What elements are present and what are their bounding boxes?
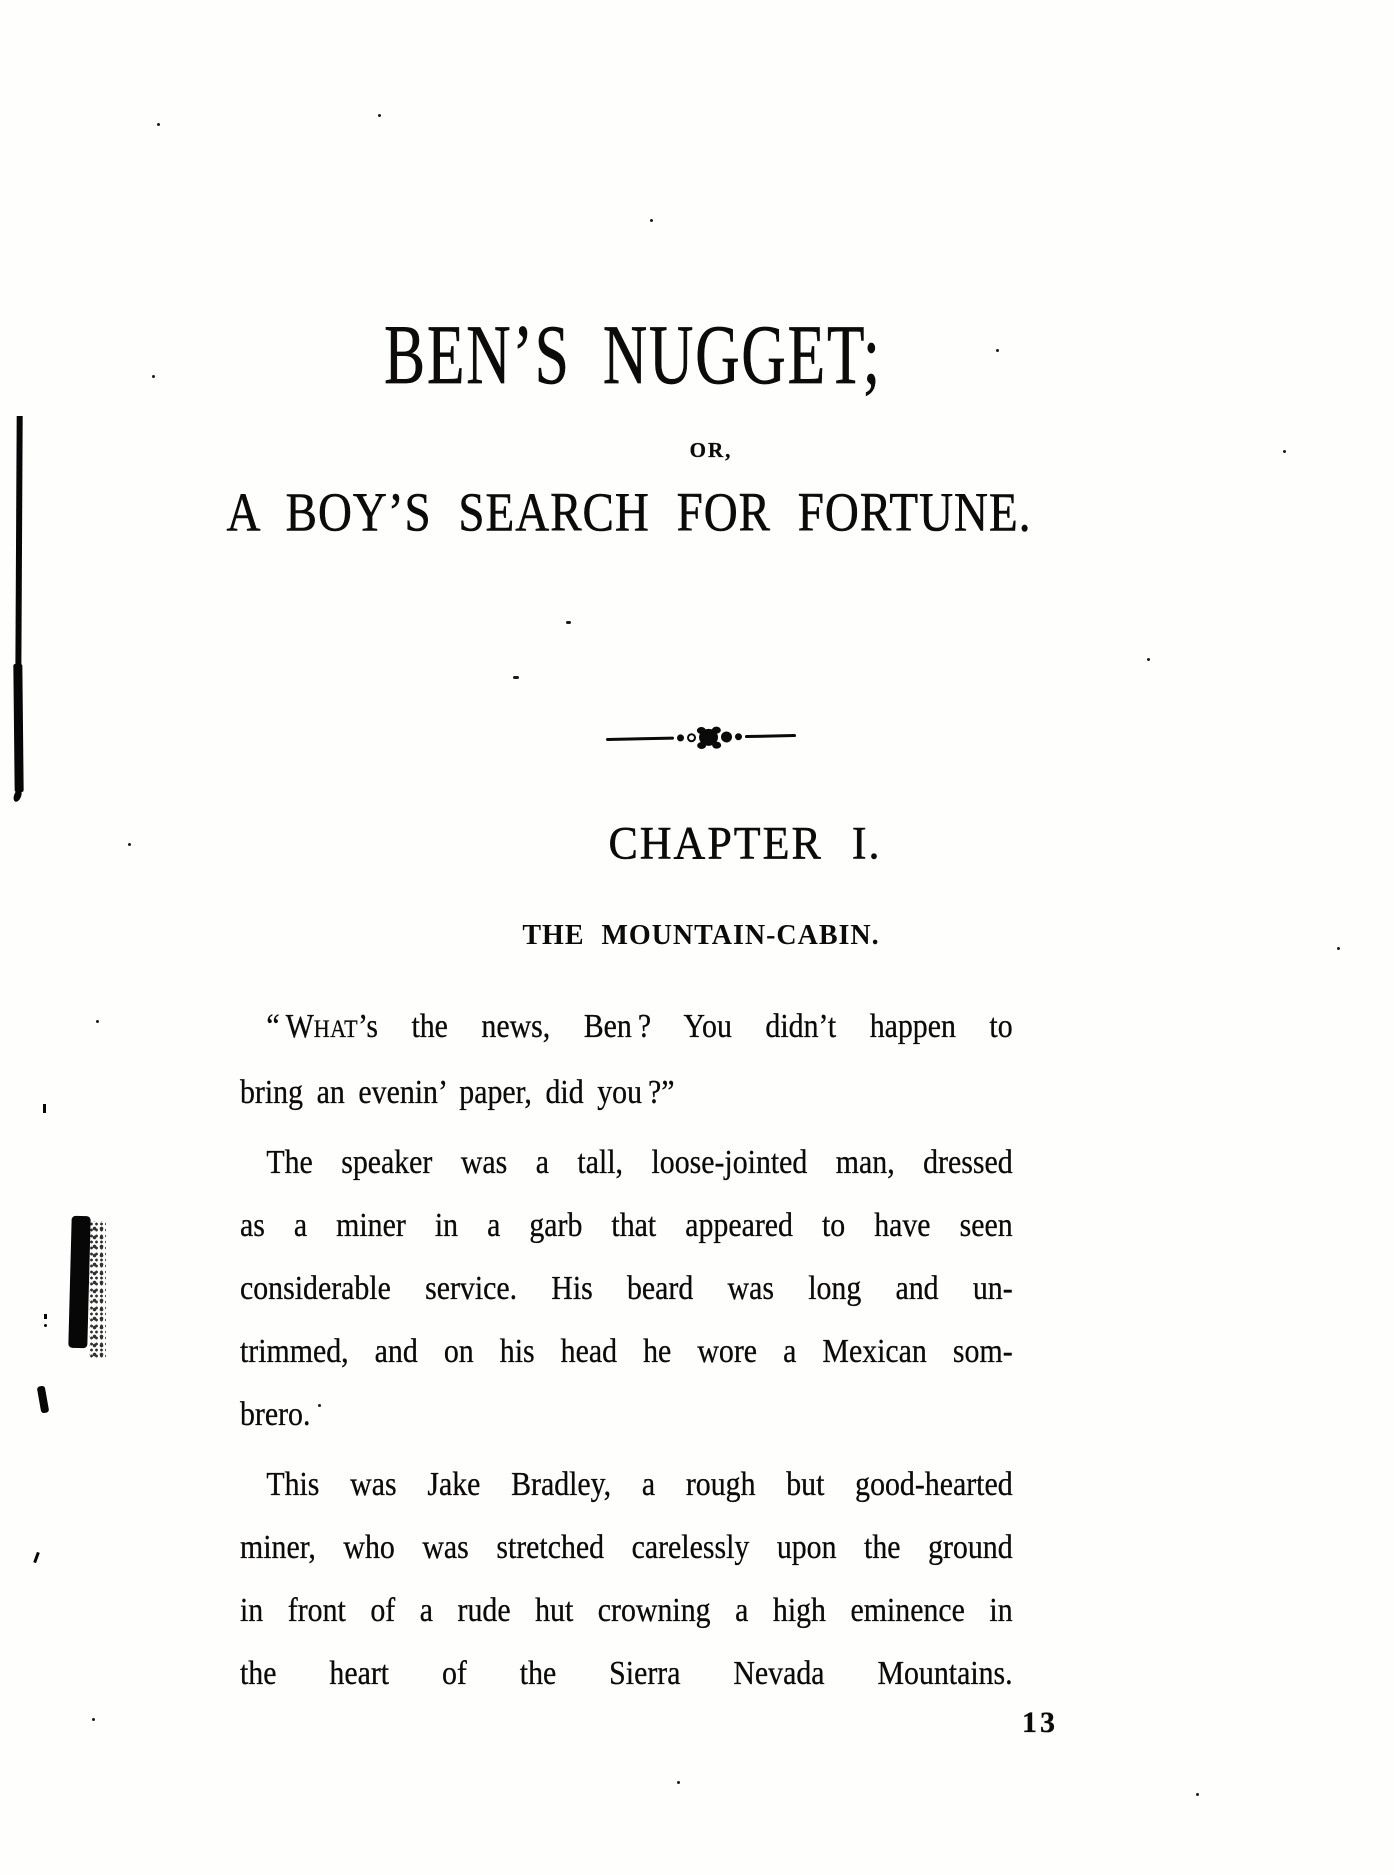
ink-speck	[513, 676, 519, 679]
paragraph	[240, 1453, 1013, 1705]
text-line	[240, 1320, 1013, 1383]
ink-speck	[318, 1404, 321, 1407]
text-line	[240, 1516, 1013, 1579]
text-line	[240, 1579, 1013, 1642]
ink-speck	[128, 843, 131, 846]
divider-dot-icon	[735, 733, 742, 740]
scan-mark-artifact	[33, 1552, 40, 1563]
ink-speck	[566, 621, 571, 624]
scan-line-artifact	[15, 416, 22, 678]
text-segment: bring an evenin’ paper, did you ?”	[240, 1074, 675, 1111]
book-subtitle: A BOY’S SEARCH FOR FORTUNE.	[226, 482, 1032, 544]
text-segment: trimmed, and on his head he wore a Mexican som-	[240, 1333, 1013, 1370]
divider-floret-icon	[699, 728, 718, 745]
text-line	[240, 1131, 1013, 1194]
text-segment: HAT	[313, 1016, 359, 1043]
text-line	[240, 1383, 1013, 1446]
ink-speck	[677, 1781, 680, 1784]
page-number: 13	[1022, 1706, 1058, 1739]
ink-speck	[378, 114, 381, 117]
divider-ring-icon	[687, 733, 696, 742]
chapter-heading: CHAPTER I.	[608, 817, 882, 870]
divider-dot-icon	[721, 731, 732, 742]
scan-mark-artifact	[37, 1386, 50, 1414]
body-text	[240, 995, 1013, 1705]
scan-mark-artifact	[44, 1324, 47, 1327]
ink-speck	[96, 1020, 99, 1023]
divider-rule-right	[745, 734, 796, 738]
text-line	[240, 995, 1013, 1061]
ink-speck	[92, 1718, 95, 1721]
divider-dot-icon	[677, 734, 684, 741]
ink-speck	[152, 375, 155, 378]
divider-rule-left	[606, 736, 674, 740]
scan-mark-artifact	[43, 1104, 46, 1113]
text-line	[240, 1194, 1013, 1257]
text-segment: as a miner in a garb that appeared to have seen	[240, 1207, 1013, 1244]
scan-line-artifact	[13, 664, 23, 792]
scan-blob-artifact	[89, 1221, 106, 1358]
text-line	[240, 1453, 1013, 1516]
book-title: BEN’S NUGGET;	[384, 308, 882, 403]
scan-line-artifact	[12, 789, 22, 803]
text-line	[240, 1061, 1013, 1124]
ink-speck	[650, 219, 653, 222]
text-segment: “ W	[266, 1008, 314, 1045]
text-line	[240, 1642, 1013, 1705]
section-heading: THE MOUNTAIN-CABIN.	[522, 920, 880, 951]
ink-speck	[1147, 658, 1150, 661]
ink-speck	[1337, 947, 1340, 950]
text-segment: brero.	[240, 1396, 311, 1433]
text-segment: considerable service. His beard was long and un-	[240, 1270, 1013, 1307]
text-segment: in front of a rude hut crowning a high eminence in	[240, 1592, 1013, 1629]
ink-speck	[157, 123, 160, 126]
scan-blob-artifact	[68, 1216, 90, 1348]
text-segment: The speaker was a tall, loose-jointed man, dressed	[266, 1144, 1013, 1181]
ornament-divider	[606, 722, 797, 752]
ink-speck	[1196, 1793, 1199, 1796]
text-segment: This was Jake Bradley, a rough but good-hearted	[266, 1466, 1013, 1503]
ink-speck	[996, 349, 999, 352]
text-segment: the heart of the Sierra Nevada Mountains.	[240, 1655, 1013, 1692]
paragraph	[240, 995, 1013, 1124]
text-segment: miner, who was stretched carelessly upon the ground	[240, 1529, 1013, 1566]
title-separator-or: OR,	[689, 438, 733, 462]
scan-mark-artifact	[44, 1314, 47, 1319]
text-segment: ’s the news, Ben ? You didn’t happen to	[358, 1008, 1013, 1045]
text-line	[240, 1257, 1013, 1320]
ink-speck	[1283, 450, 1286, 453]
paragraph	[240, 1131, 1013, 1446]
